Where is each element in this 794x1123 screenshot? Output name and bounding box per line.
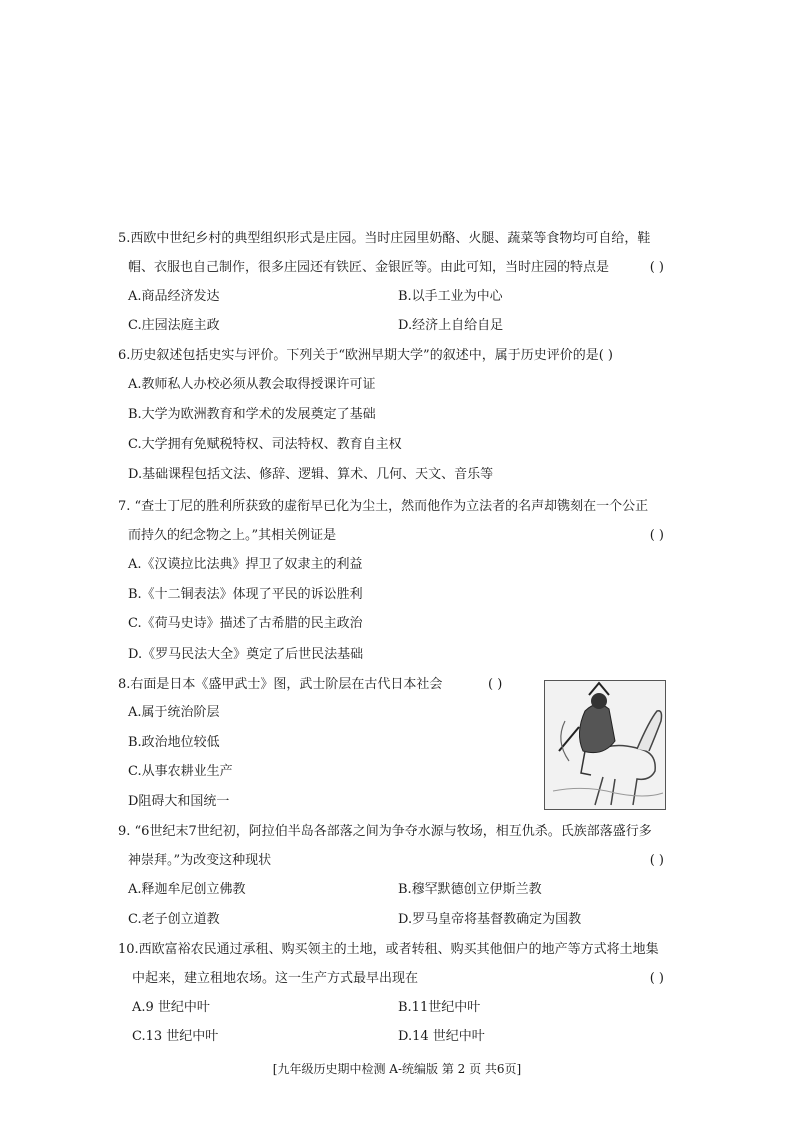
q8-option-a[interactable]: A.属于统治阶层 <box>128 705 220 720</box>
q5-answer-paren[interactable]: ( ) <box>649 260 664 275</box>
q6-option-b[interactable]: B.大学为欧洲教育和学术的发展奠定了基础 <box>128 407 376 422</box>
q5-stem-line1: 5.西欧中世纪乡村的典型组织形式是庄园。当时庄园里奶酪、火腿、蔬菜等食物均可自给，鞋 <box>118 231 651 246</box>
q7-option-b[interactable]: B.《十二铜表法》体现了平民的诉讼胜利 <box>128 587 363 602</box>
q9-option-d[interactable]: D.罗马皇帝将基督教确定为国教 <box>398 912 582 927</box>
q5-option-a[interactable]: A.商品经济发达 <box>128 289 220 304</box>
q8-option-d[interactable]: D阻碍大和国统一 <box>128 794 230 809</box>
samurai-on-horseback-icon <box>545 681 665 809</box>
q6-stem-line1: 6.历史叙述包括史实与评价。下列关于“欧洲早期大学”的叙述中，属于历史评价的是( ) <box>118 348 613 363</box>
q6-option-a[interactable]: A.教师私人办校必须从教会取得授课许可证 <box>128 377 376 392</box>
q9-option-b[interactable]: B.穆罕默德创立伊斯兰教 <box>398 882 542 897</box>
q5-option-d[interactable]: D.经济上自给自足 <box>398 318 504 333</box>
q8-option-b[interactable]: B.政治地位较低 <box>128 735 220 750</box>
q5-option-b[interactable]: B.以手工业为中心 <box>398 289 503 304</box>
q7-stem-line2: 而持久的纪念物之上。”其相关例证是 <box>128 528 337 543</box>
q7-option-c[interactable]: C.《荷马史诗》描述了古希腊的民主政治 <box>128 616 363 631</box>
page-footer: [九年级历史期中检测 A-统编版 第 2 页 共6页] <box>272 1062 522 1076</box>
q9-option-a[interactable]: A.释迦牟尼创立佛教 <box>128 882 246 897</box>
q5-option-c[interactable]: C.庄园法庭主政 <box>128 318 220 333</box>
q10-option-d[interactable]: D.14 世纪中叶 <box>398 1029 485 1044</box>
q8-option-c[interactable]: C.从事农耕业生产 <box>128 764 233 779</box>
q6-option-c[interactable]: C.大学拥有免赋税特权、司法特权、教育自主权 <box>128 437 402 452</box>
q8-answer-paren[interactable]: ( ) <box>488 677 503 692</box>
q9-option-c[interactable]: C.老子创立道教 <box>128 912 220 927</box>
q7-answer-paren[interactable]: ( ) <box>649 528 664 543</box>
q5-stem-line2: 帽、衣服也自己制作，很多庄园还有铁匠、金银匠等。由此可知，当时庄园的特点是 <box>128 260 610 275</box>
q9-answer-paren[interactable]: ( ) <box>649 853 664 868</box>
q10-stem-line1: 10.西欧富裕农民通过承租、购买领主的土地，或者转租、购买其他佃户的地产等方式将土地集 <box>118 942 659 957</box>
q7-option-a[interactable]: A.《汉谟拉比法典》捍卫了奴隶主的利益 <box>128 557 363 572</box>
q10-answer-paren[interactable]: ( ) <box>649 971 664 986</box>
q6-option-d[interactable]: D.基础课程包括文法、修辞、逻辑、算术、几何、天文、音乐等 <box>128 467 494 482</box>
q10-option-b[interactable]: B.11世纪中叶 <box>398 1000 481 1015</box>
q10-option-a[interactable]: A.9 世纪中叶 <box>132 1000 210 1015</box>
q9-stem-line1: 9. “6世纪末7世纪初，阿拉伯半岛各部落之间为争夺水源与牧场，相互仇杀。氏族部落盛行多 <box>118 824 652 839</box>
q10-option-c[interactable]: C.13 世纪中叶 <box>132 1029 219 1044</box>
samurai-figure <box>544 680 666 810</box>
q10-stem-line2: 中起来，建立租地农场。这一生产方式最早出现在 <box>132 971 419 986</box>
q7-stem-line1: 7. “查士丁尼的胜利所获致的虚衔早已化为尘土，然而他作为立法者的名声却镌刻在一个公正 <box>118 499 649 514</box>
q8-stem-line1: 8.右面是日本《盛甲武士》图，武士阶层在古代日本社会 <box>118 677 443 692</box>
q7-option-d[interactable]: D.《罗马民法大全》奠定了后世民法基础 <box>128 647 364 662</box>
q9-stem-line2: 神崇拜。”为改变这种现状 <box>128 853 272 868</box>
